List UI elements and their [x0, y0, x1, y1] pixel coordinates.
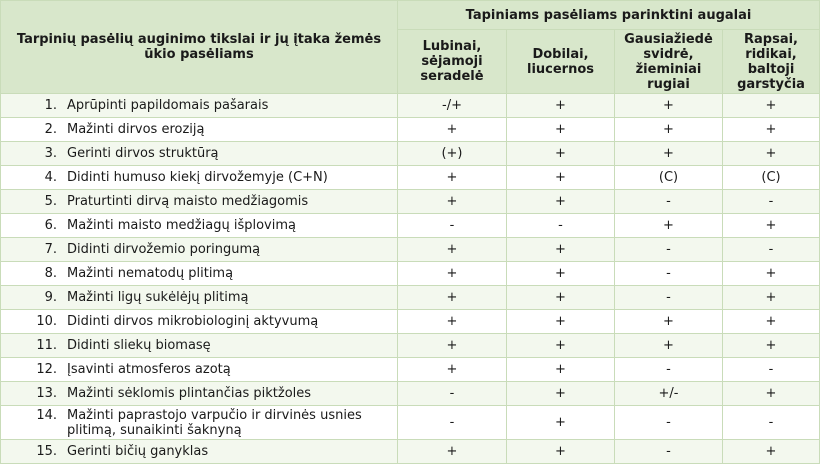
mark-clover: +	[507, 358, 615, 382]
goal-text: Didinti sliekų biomasę	[67, 338, 211, 353]
table-row	[1, 142, 820, 166]
mark-ryegrass: +	[615, 310, 723, 334]
mark-ryegrass: -	[615, 440, 723, 464]
row-number: 10.	[36, 314, 57, 329]
goal-cell	[1, 262, 398, 286]
mark-rapeseed: (C)	[723, 166, 820, 190]
mark-clover: +	[507, 118, 615, 142]
goal-text: Didinti dirvos mikrobiologinį aktyvumą	[67, 314, 319, 329]
table-row	[1, 214, 820, 238]
row-number: 11.	[36, 338, 57, 353]
mark-clover: +	[507, 166, 615, 190]
mark-rapeseed: +	[723, 286, 820, 310]
goal-cell	[1, 118, 398, 142]
mark-clover: +	[507, 94, 615, 118]
mark-ryegrass: +	[615, 214, 723, 238]
crop-header-rapeseed: Rapsai, ridikai, baltoji garstyčia	[723, 30, 820, 94]
goal-text: Didinti dirvožemio poringumą	[67, 242, 261, 257]
mark-lupins: -	[398, 406, 507, 440]
mark-clover: +	[507, 334, 615, 358]
crop-header-ryegrass: Gausiažiedė svidrė, žieminiai rugiai	[615, 30, 723, 94]
mark-lupins: +	[398, 166, 507, 190]
goal-cell	[1, 310, 398, 334]
goal-text: Mažinti dirvos eroziją	[67, 122, 205, 137]
goal-text: Mažinti sėklomis plintančias piktžoles	[67, 386, 312, 401]
mark-rapeseed: +	[723, 94, 820, 118]
row-number: 13.	[36, 386, 57, 401]
table-row	[1, 190, 820, 214]
row-number: 12.	[36, 362, 57, 377]
mark-rapeseed: +	[723, 262, 820, 286]
mark-rapeseed: +	[723, 214, 820, 238]
row-number: 5.	[44, 194, 57, 209]
row-number: 9.	[44, 290, 57, 305]
table-row	[1, 286, 820, 310]
table-row	[1, 118, 820, 142]
goal-text: Mažinti paprastojo varpučio ir dirvinės usnies plitimą, sunaikinti šaknyną	[67, 407, 362, 438]
goal-text: Gerinti bičių ganyklas	[67, 444, 209, 459]
mark-rapeseed: +	[723, 310, 820, 334]
row-number: 8.	[44, 266, 57, 281]
goal-cell	[1, 358, 398, 382]
crop-group-header: Tapiniams pasėliams parinktini augalai	[398, 1, 820, 30]
goal-text: Didinti humuso kiekį dirvožemyje (C+N)	[67, 170, 328, 185]
mark-lupins: +	[398, 334, 507, 358]
mark-lupins: (+)	[398, 142, 507, 166]
goal-cell	[1, 214, 398, 238]
goal-text: Mažinti maisto medžiagų išplovimą	[67, 218, 296, 233]
mark-ryegrass: -	[615, 286, 723, 310]
mark-lupins: -/+	[398, 94, 507, 118]
mark-ryegrass: +/-	[615, 382, 723, 406]
mark-clover: +	[507, 382, 615, 406]
mark-ryegrass: -	[615, 358, 723, 382]
goal-cell	[1, 382, 398, 406]
table-body	[1, 94, 820, 464]
mark-ryegrass: +	[615, 94, 723, 118]
mark-clover: +	[507, 190, 615, 214]
row-number: 15.	[36, 444, 57, 459]
mark-rapeseed: +	[723, 334, 820, 358]
mark-rapeseed: -	[723, 406, 820, 440]
mark-rapeseed: -	[723, 238, 820, 262]
goal-cell	[1, 238, 398, 262]
mark-rapeseed: -	[723, 190, 820, 214]
mark-lupins: +	[398, 286, 507, 310]
mark-rapeseed: +	[723, 142, 820, 166]
goal-cell	[1, 142, 398, 166]
row-number: 14.	[36, 407, 57, 423]
table-row	[1, 310, 820, 334]
mark-clover: +	[507, 238, 615, 262]
row-number: 6.	[44, 218, 57, 233]
mark-rapeseed: -	[723, 358, 820, 382]
mark-clover: +	[507, 262, 615, 286]
mark-clover: +	[507, 286, 615, 310]
mark-ryegrass: -	[615, 262, 723, 286]
mark-lupins: +	[398, 238, 507, 262]
row-number: 7.	[44, 242, 57, 257]
goal-text: Mažinti nematodų plitimą	[67, 266, 234, 281]
goal-text: Praturtinti dirvą maisto medžiagomis	[67, 194, 309, 209]
row-number: 2.	[44, 122, 57, 137]
table-row	[1, 166, 820, 190]
table-row	[1, 358, 820, 382]
mark-ryegrass: (C)	[615, 166, 723, 190]
goal-cell	[1, 190, 398, 214]
goal-cell	[1, 166, 398, 190]
mark-ryegrass: +	[615, 142, 723, 166]
mark-lupins: +	[398, 262, 507, 286]
goal-text: Mažinti ligų sukėlėjų plitimą	[67, 290, 249, 305]
mark-rapeseed: +	[723, 118, 820, 142]
table-row	[1, 334, 820, 358]
mark-ryegrass: -	[615, 190, 723, 214]
table-row	[1, 238, 820, 262]
mark-clover: -	[507, 214, 615, 238]
mark-clover: +	[507, 406, 615, 440]
crop-header-clover: Dobilai, liucernos	[507, 30, 615, 94]
mark-lupins: -	[398, 214, 507, 238]
table-row	[1, 406, 820, 440]
goal-text: Įsavinti atmosferos azotą	[67, 362, 231, 377]
goal-cell	[1, 440, 398, 464]
mark-clover: +	[507, 310, 615, 334]
mark-rapeseed: +	[723, 440, 820, 464]
mark-ryegrass: -	[615, 238, 723, 262]
mark-lupins: +	[398, 310, 507, 334]
mark-ryegrass: +	[615, 334, 723, 358]
mark-lupins: +	[398, 358, 507, 382]
goal-cell	[1, 286, 398, 310]
goal-column-header: Tarpinių pasėlių auginimo tikslai ir jų įtaka žemės ūkio pasėliams	[1, 1, 398, 94]
row-number: 3.	[44, 146, 57, 161]
mark-rapeseed: +	[723, 382, 820, 406]
crop-header-lupins: Lubinai, sėjamoji seradelė	[398, 30, 507, 94]
table-row	[1, 262, 820, 286]
goal-cell	[1, 334, 398, 358]
row-number: 1.	[44, 98, 57, 113]
mark-lupins: -	[398, 382, 507, 406]
mark-ryegrass: +	[615, 118, 723, 142]
table-row	[1, 440, 820, 464]
header-row-group	[1, 1, 820, 30]
goal-cell	[1, 406, 398, 440]
mark-clover: +	[507, 142, 615, 166]
table-row	[1, 382, 820, 406]
table-row	[1, 94, 820, 118]
row-number: 4.	[44, 170, 57, 185]
mark-lupins: +	[398, 118, 507, 142]
goal-text: Gerinti dirvos struktūrą	[67, 146, 219, 161]
goal-cell	[1, 94, 398, 118]
mark-clover: +	[507, 440, 615, 464]
mark-lupins: +	[398, 190, 507, 214]
goal-text: Aprūpinti papildomais pašarais	[67, 98, 269, 113]
mark-ryegrass: -	[615, 406, 723, 440]
mark-lupins: +	[398, 440, 507, 464]
